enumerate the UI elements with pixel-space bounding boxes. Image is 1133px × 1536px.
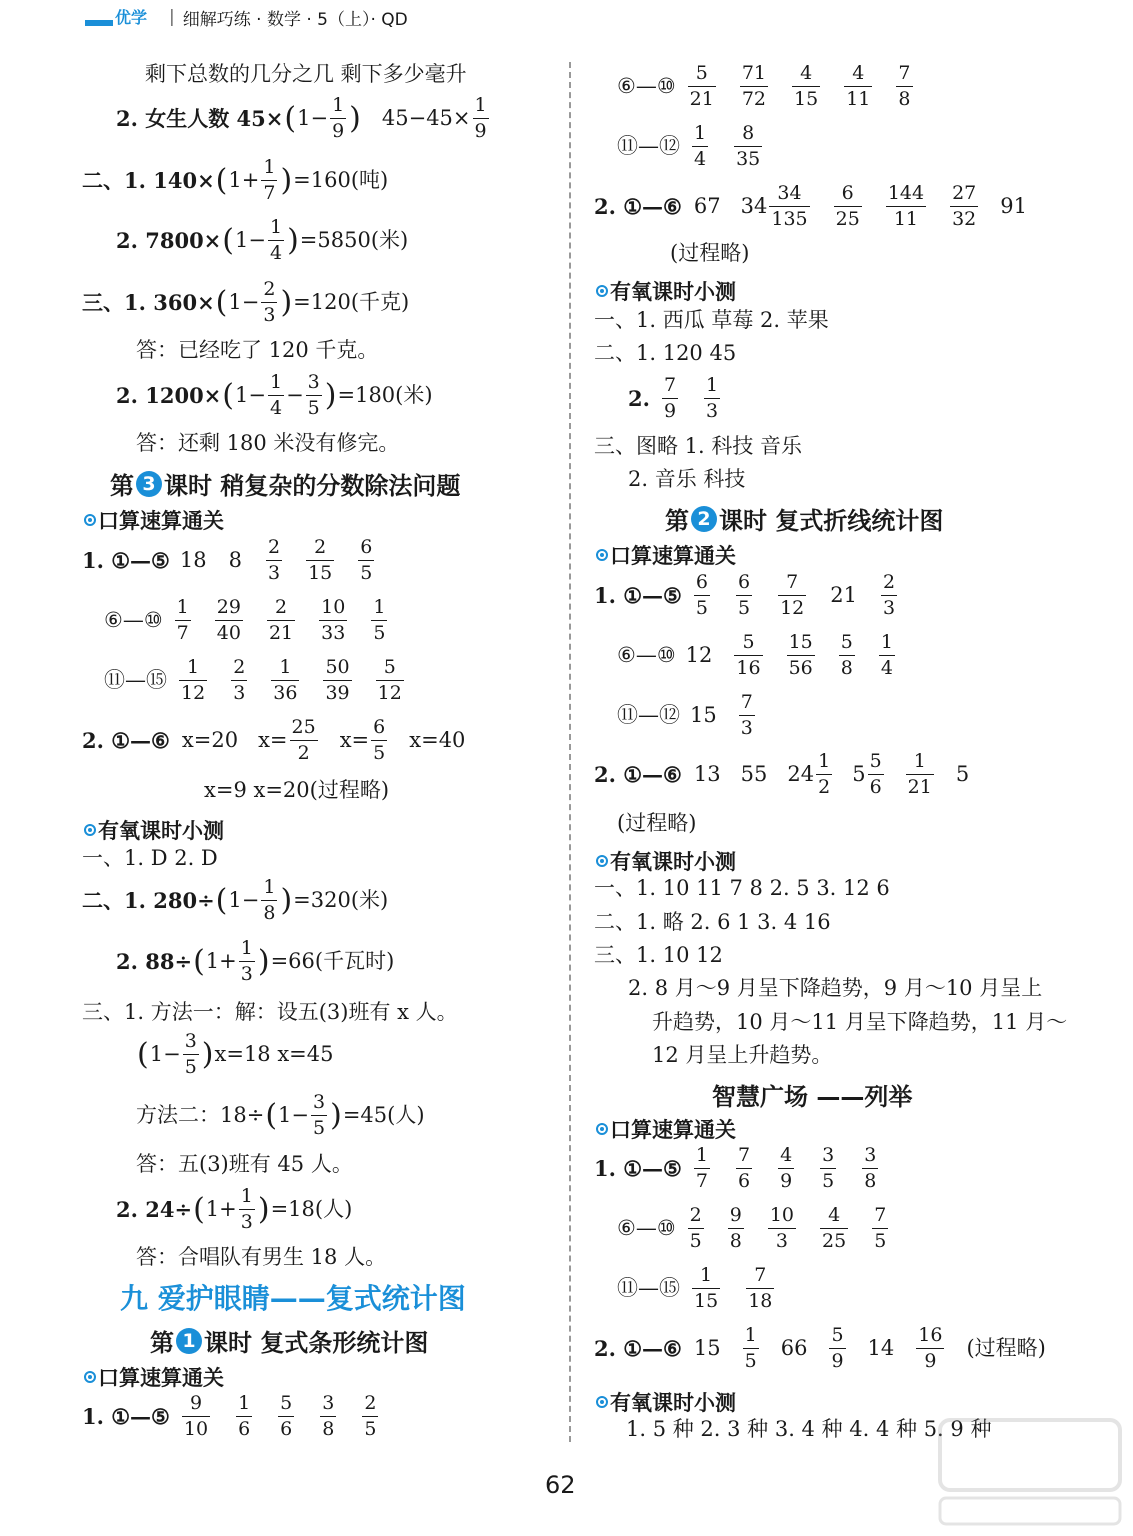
fraction: $\frac{1}{9}$: [474, 94, 487, 142]
fraction: $\frac{2}{5}$: [689, 1204, 702, 1252]
fraction: $\frac{1}{7}$: [176, 596, 189, 644]
fraction: $\frac{1}{4}$: [269, 371, 283, 419]
section-heading: 口算速算通关: [84, 1362, 224, 1392]
bullet-icon: [596, 855, 608, 867]
fraction: $\frac{6}{5}$: [360, 536, 373, 584]
fraction: $\frac{34}{135}$: [771, 182, 808, 230]
fraction: $\frac{1}{12}$: [181, 656, 206, 704]
fraction: $\frac{4}{25}$: [822, 1204, 847, 1252]
answer-line: 二、1. 略 2. 6 1 3. 4 16: [594, 910, 831, 934]
fraction: $\frac{1}{7}$: [695, 1144, 708, 1192]
answer-line: 2. 女生人数 45× ( 1− $\frac{1}{9}$ ) 45−45× $\frac{1}{9}$: [116, 94, 487, 142]
fraction: $\frac{1}{4}$: [880, 631, 893, 679]
answer-line: ⑪—⑮ $\frac{1}{12}$ $\frac{2}{3}$ $\frac{1}{36}$ $\frac{50}{39}$ $\frac{5}{12}$: [104, 656, 402, 704]
fraction: $\frac{7}{12}$: [780, 571, 805, 619]
fraction: $\frac{7}{3}$: [740, 691, 753, 739]
fraction: $\frac{1}{21}$: [907, 750, 932, 798]
answer-line: 1. 5 种 2. 3 种 3. 4 种 4. 4 种 5. 9 种: [626, 1417, 992, 1441]
fraction: $\frac{9}{8}$: [729, 1204, 742, 1252]
answer-line: 二、1. 140× ( 1+ $\frac{1}{7}$ ) =160(吨): [82, 156, 389, 204]
fraction: $\frac{1}{7}$: [263, 156, 276, 204]
answer-line: 方法二：18÷ ( 1− $\frac{3}{5}$ ) =45(人): [136, 1091, 425, 1139]
answer-line: ⑪—⑫ 15 $\frac{7}{3}$: [617, 691, 753, 739]
fraction: $\frac{2}{3}$: [268, 536, 281, 584]
header-title: 细解巧练 · 数学 · 5（上）· QD: [182, 9, 408, 30]
fraction: $\frac{25}{2}$: [291, 716, 316, 764]
answer-line: 答：五(3)班有 45 人。: [136, 1152, 353, 1176]
answer-line: 2. 1200× ( 1− $\frac{1}{4}$ − $\frac{3}{5}$ ) =180(米): [116, 371, 433, 419]
answer-line: ( 1− $\frac{3}{5}$ ) x=18 x=45: [137, 1030, 334, 1078]
fraction: $\frac{2}{3}$: [883, 571, 896, 619]
answer-line: 二、1. 280÷ ( 1− $\frac{1}{8}$ ) =320(米): [82, 876, 389, 924]
fraction: $\frac{5}{8}$: [840, 631, 853, 679]
answer-line: 2. 24÷ ( 1+ $\frac{1}{3}$ ) =18(人): [116, 1185, 353, 1233]
section-heading: 口算速算通关: [84, 505, 224, 535]
answer-line: ⑥—⑩ $\frac{1}{7}$ $\frac{29}{40}$ $\frac{2}{21}$ $\frac{10}{33}$ $\frac{1}{5}$: [104, 596, 386, 644]
answer-line: 2. ①—⑥ x=20 x= $\frac{25}{2}$ x= $\frac{6}{5}$ x=40: [82, 716, 466, 764]
lesson-title: 智慧广场 ——列举: [712, 1083, 913, 1111]
fraction: $\frac{1}{8}$: [263, 876, 276, 924]
bullet-icon: [84, 1371, 96, 1383]
fraction: $\frac{3}{5}$: [184, 1030, 197, 1078]
fraction: $\frac{2}{21}$: [268, 596, 294, 644]
fraction: $\frac{7}{5}$: [874, 1204, 887, 1252]
answer-line: 1. ①—⑤ $\frac{6}{5}$ $\frac{6}{5}$ $\frac{7}{12}$ 21 $\frac{2}{3}$: [594, 571, 896, 619]
fraction: $\frac{2}{5}$: [364, 1392, 377, 1440]
page-header: [85, 4, 408, 30]
fraction: $\frac{6}{5}$: [695, 571, 708, 619]
fraction: $\frac{1}{36}$: [273, 656, 298, 704]
fraction: $\frac{1}{5}$: [744, 1324, 757, 1372]
fraction: $\frac{15}{56}$: [788, 631, 813, 679]
fraction: $\frac{144}{11}$: [887, 182, 925, 230]
answer-line: 答：已经吃了 120 千克。: [136, 338, 379, 362]
fraction: $\frac{2}{3}$: [233, 656, 246, 704]
fraction: $\frac{3}{8}$: [322, 1392, 335, 1440]
fraction: $\frac{4}{9}$: [780, 1144, 793, 1192]
fraction: $\frac{5}{21}$: [689, 62, 714, 110]
fraction: $\frac{7}{18}$: [748, 1264, 773, 1312]
fraction: $\frac{10}{3}$: [769, 1204, 795, 1252]
fraction: $\frac{2}{3}$: [263, 278, 276, 326]
fraction: $\frac{4}{15}$: [794, 62, 819, 110]
fraction: $\frac{7}{6}$: [737, 1144, 751, 1192]
fraction: $\frac{5}{9}$: [831, 1324, 844, 1372]
answer-line: 2. $\frac{7}{9}$ $\frac{1}{3}$: [628, 374, 719, 422]
fraction: $\frac{7}{8}$: [898, 62, 911, 110]
fraction: $\frac{7}{9}$: [663, 374, 677, 422]
answer-line: 升趋势，10 月～11 月呈下降趋势，11 月～: [652, 1010, 1068, 1034]
lesson-number: 3: [136, 471, 162, 497]
fraction: $\frac{10}{33}$: [321, 596, 346, 644]
bullet-icon: [596, 285, 608, 297]
answer-line: 2. ①—⑥ 15 $\frac{1}{5}$ 66 $\frac{5}{9}$ 14 $\frac{16}{9}$ (过程略): [594, 1324, 1046, 1372]
fraction: $\frac{27}{32}$: [952, 182, 977, 230]
fraction: $\frac{3}{5}$: [307, 371, 320, 419]
fraction: $\frac{6}{25}$: [835, 182, 860, 230]
fraction: $\frac{9}{10}$: [183, 1392, 209, 1440]
bullet-icon: [596, 1123, 608, 1135]
lesson-title: 第 1 课时 复式条形统计图: [150, 1329, 429, 1357]
brand-logo: [85, 6, 161, 28]
bullet-icon: [596, 1396, 608, 1408]
fraction: $\frac{5}{12}$: [377, 656, 402, 704]
fraction: $\frac{8}{35}$: [736, 122, 761, 170]
bullet-icon: [84, 824, 96, 836]
answer-line: 1. ①—⑤ 18 8 $\frac{2}{3}$ $\frac{2}{15}$ $\frac{6}{5}$: [82, 536, 373, 584]
answer-line: ⑥—⑩ 12 $\frac{5}{16}$ $\frac{15}{56}$ $\frac{5}{8}$ $\frac{1}{4}$: [617, 631, 893, 679]
fraction: $\frac{1}{6}$: [238, 1392, 251, 1440]
answer-line: ⑥—⑩ $\frac{2}{5}$ $\frac{9}{8}$ $\frac{10}{3}$ $\frac{4}{25}$ $\frac{7}{5}$: [617, 1204, 887, 1252]
column-divider: [569, 62, 571, 1442]
mixed-number: 5 $\frac{5}{6}$: [852, 750, 882, 798]
answer-line: 12 月呈上升趋势。: [652, 1043, 833, 1067]
answer-line: ⑪—⑫ $\frac{1}{4}$ $\frac{8}{35}$: [617, 122, 761, 170]
bullet-icon: [84, 514, 96, 526]
answer-line: 1. ①—⑤ $\frac{9}{10}$ $\frac{1}{6}$ $\frac{5}{6}$ $\frac{3}{8}$ $\frac{2}{5}$: [82, 1392, 377, 1440]
answer-line: 三、图略 1. 科技 音乐: [594, 434, 803, 458]
fraction: $\frac{1}{9}$: [332, 94, 345, 142]
bullet-icon: [596, 549, 608, 561]
answer-line: (过程略): [670, 241, 750, 265]
fraction: $\frac{29}{40}$: [216, 596, 241, 644]
answer-line: 2. ①—⑥ 67 34 $\frac{34}{135}$ $\frac{6}{25}$ $\frac{144}{11}$ $\frac{27}{32}$ 91: [594, 182, 1027, 230]
answer-line: 2. 88÷ ( 1+ $\frac{1}{3}$ ) =66(千瓦时): [116, 937, 395, 985]
answer-line: 2. 7800× ( 1− $\frac{1}{4}$ ) =5850(米): [116, 216, 409, 264]
svg-text:优学: 优学: [115, 8, 148, 27]
answer-line: 一、1. D 2. D: [82, 846, 218, 870]
section-heading: 有氧课时小测: [596, 846, 736, 876]
fraction: $\frac{1}{15}$: [694, 1264, 719, 1312]
answer-line: 一、1. 西瓜 草莓 2. 苹果: [594, 308, 829, 332]
section-heading: 口算速算通关: [596, 1114, 736, 1144]
fraction: $\frac{4}{11}$: [846, 62, 871, 110]
answer-line: 答：还剩 180 米没有修完。: [136, 431, 400, 455]
fraction: $\frac{3}{8}$: [864, 1144, 877, 1192]
answer-line: 三、1. 方法一：解：设五(3)班有 x 人。: [82, 1000, 458, 1024]
answer-line: (过程略): [617, 811, 697, 835]
section-heading: 有氧课时小测: [84, 815, 224, 845]
fraction: $\frac{2}{15}$: [308, 536, 333, 584]
answer-line: 答：合唱队有男生 18 人。: [136, 1245, 387, 1269]
answer-line: ⑥—⑩ $\frac{5}{21}$ $\frac{71}{72}$ $\frac{4}{15}$ $\frac{4}{11}$ $\frac{7}{8}$: [617, 62, 911, 110]
fraction: $\frac{1}{3}$: [240, 937, 253, 985]
answer-line: 一、1. 10 11 7 8 2. 5 3. 12 6: [594, 876, 890, 900]
fraction: $\frac{5}{16}$: [736, 631, 761, 679]
fraction: $\frac{1}{4}$: [694, 122, 707, 170]
lesson-title: 第 2 课时 复式折线统计图: [665, 507, 944, 535]
fraction: $\frac{50}{39}$: [325, 656, 350, 704]
page-number: 62: [545, 1471, 576, 1499]
answer-line: 三、1. 360× ( 1− $\frac{2}{3}$ ) =120(千克): [82, 278, 410, 326]
section-heading: 有氧课时小测: [596, 276, 736, 306]
answer-line: 三、1. 10 12: [594, 943, 723, 967]
answer-line: 二、1. 120 45: [594, 341, 737, 365]
fraction: $\frac{1}{3}$: [240, 1185, 253, 1233]
lesson-number: 2: [691, 506, 717, 532]
fraction: $\frac{6}{5}$: [373, 716, 386, 764]
header-separator: |: [169, 7, 175, 27]
answer-line: 2. ①—⑥ 13 55 24 $\frac{1}{2}$ 5 $\frac{5}{6}$ $\frac{1}{21}$ 5: [594, 750, 970, 798]
fraction: $\frac{5}{6}$: [280, 1392, 293, 1440]
lesson-number: 1: [176, 1328, 202, 1354]
answer-line: x=9 x=20(过程略): [204, 778, 390, 802]
section-heading: 有氧课时小测: [596, 1387, 736, 1417]
watermark-logo: [930, 1410, 1130, 1530]
fraction: $\frac{1}{4}$: [269, 216, 283, 264]
fraction: $\frac{6}{5}$: [737, 571, 751, 619]
mixed-number: 24 $\frac{1}{2}$: [787, 750, 831, 798]
section-heading: 口算速算通关: [596, 540, 736, 570]
answer-line: 1. ①—⑤ $\frac{1}{7}$ $\frac{7}{6}$ $\frac{4}{9}$ $\frac{3}{5}$ $\frac{3}{8}$: [594, 1144, 877, 1192]
answer-line: 2. 音乐 科技: [628, 467, 746, 491]
unit-title: 九 爱护眼睛——复式统计图: [120, 1282, 466, 1315]
answer-line: 2. 8 月～9 月呈下降趋势，9 月～10 月呈上: [628, 976, 1043, 1000]
fraction: $\frac{1}{3}$: [706, 374, 719, 422]
fraction: $\frac{71}{72}$: [741, 62, 767, 110]
answer-line: 剩下总数的几分之几 剩下多少毫升: [145, 62, 467, 86]
fraction: $\frac{3}{5}$: [313, 1091, 326, 1139]
answer-line: ⑪—⑮ $\frac{1}{15}$ $\frac{7}{18}$: [617, 1264, 773, 1312]
fraction: $\frac{16}{9}$: [918, 1324, 943, 1372]
fraction: $\frac{3}{5}$: [822, 1144, 835, 1192]
fraction: $\frac{1}{5}$: [373, 596, 386, 644]
lesson-title: 第 3 课时 稍复杂的分数除法问题: [110, 472, 461, 500]
